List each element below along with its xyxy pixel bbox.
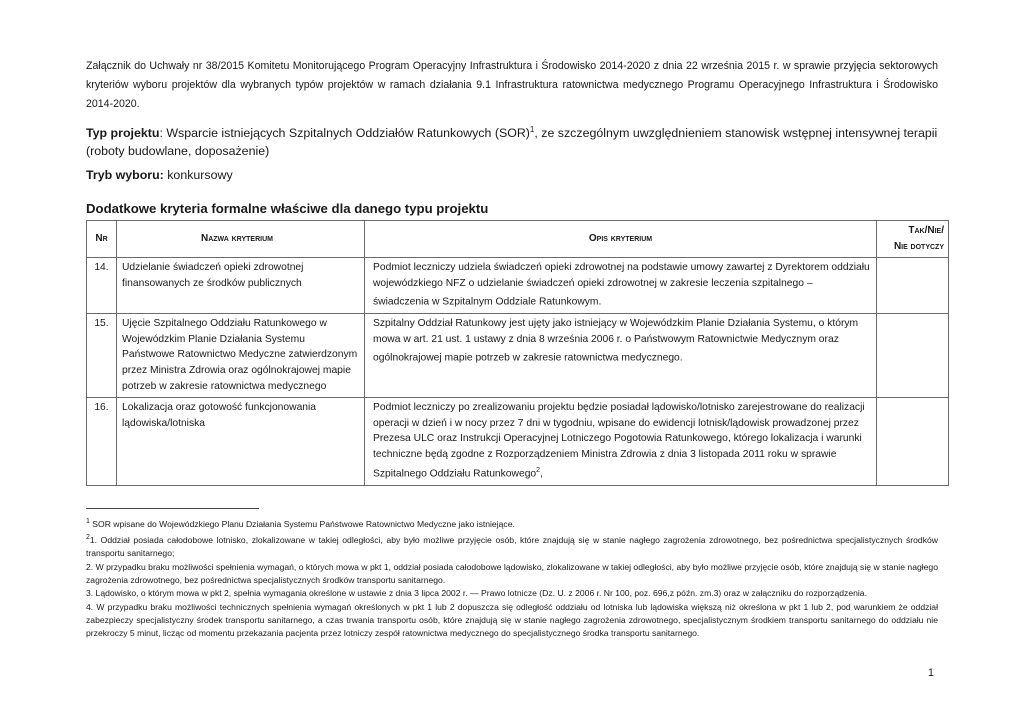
table-header-row (87, 221, 949, 258)
row-criterion-name: Lokalizacja oraz gotowość funkcjonowania lądowiska/lotniska (117, 398, 365, 485)
table-row (87, 258, 949, 314)
footnote-1-text: SOR wpisane do Wojewódzkiego Planu Działania Systemu Państwowe Ratownictwo Medyczne jako istniejące. (89, 518, 515, 529)
header-desc: Opis kryterium (365, 221, 877, 258)
row-nr: 15. (87, 314, 117, 398)
row-desc-tail: , (540, 467, 543, 479)
row-criterion-desc (365, 398, 877, 485)
header-name: Nazwa kryterium (117, 221, 365, 258)
row-criterion-name: Udzielanie świadczeń opieki zdrowotnej finansowanych ze środków publicznych (117, 258, 365, 314)
footnote-ref-2[interactable]: 2 (536, 466, 541, 474)
footnote-2-mark: 2 (86, 534, 90, 542)
footnotes (86, 515, 938, 640)
row-desc-text: Podmiot leczniczy udziela świadczeń opieki zdrowotnej na podstawie umowy zawartej z Dyrektorem oddziału wojewódzkiego NFZ o udzielanie świadczeń opieki zdrowotnej w zakresie leczenia szpitalnego – świadczenia w Szpitalnym Oddziale Ratunkowym. (373, 262, 870, 308)
selection-mode (86, 166, 233, 184)
row-criterion-desc (365, 258, 877, 314)
row-nr: 16. (87, 398, 117, 485)
footnote-1-mark: 1 (86, 518, 90, 525)
project-type-label: Typ projektu (86, 126, 160, 140)
resolution-intro: Załącznik do Uchwały nr 38/2015 Komitetu Monitorującego Program Operacyjny Infrastruktura i Środowisko 2014-2020 z dnia 22 września 2015 r. w sprawie przyjęcia sektorowych kryteriów wyboru projektów dla wybranych typów projektów w ramach działania 9.1 Infrastruktura ratownictwa medycznego Programu Operacyjnego Infrastruktura i Środowisko 2014-2020. (86, 60, 938, 110)
selection-mode-label: Tryb wyboru: (86, 168, 164, 182)
section-heading: Dodatkowe kryteria formalne właściwe dla danego typu projektu (86, 201, 489, 216)
header-nr: Nr (87, 221, 117, 258)
header-tak-line2: Nie dotyczy (893, 241, 944, 252)
row-tak-cell[interactable] (877, 398, 949, 485)
footnote-2-point-3: 3. Lądowisko, o którym mowa w pkt 2, spełnia wymagania określone w ustawie z dnia 3 lipca 2002 r. — Prawo lotnicze (Dz. U. z 2006 r. Nr 100, poz. 696,z późn. zm.3) oraz w załączniku do rozporządzenia. (86, 588, 867, 599)
header-tak-line1: Tak/Nie/ (908, 225, 944, 236)
row-desc-text: Szpitalny Oddział Ratunkowy jest ujęty jako istniejący w Wojewódzkim Planie Działania Systemu, o którym mowa w art. 21 ust. 1 ustawy z dnia 8 września 2006 r. o Państwowym Ratownictwie Medycznym oraz ogólnokrajowej mapie potrzeb w zakresie ratownictwa medycznego. (373, 318, 859, 364)
footnote-1 (86, 515, 938, 531)
criteria-table (86, 220, 949, 486)
selection-mode-value: konkursowy (163, 168, 233, 182)
footnote-2 (86, 531, 938, 560)
page-number: 1 (928, 667, 934, 679)
row-criterion-desc (365, 314, 877, 398)
project-type-text-cont: , ze szczególnym uwzględnieniem stanowisk wstępnej intensywnej terapii (roboty budowlane, doposażenie) (86, 126, 938, 158)
project-type (86, 124, 948, 160)
row-desc-text: Podmiot leczniczy po zrealizowaniu projektu będzie posiadał lądowisko/lotnisko zarejestrowane do realizacji operacji w dzień i w nocy przez 7 dni w tygodniu, wpisane do ewidencji lotnisk/lądowisk prowadzonej przez Prezesa ULC oraz Instrukcji Operacyjnej Lotniczego Pogotowia Ratunkowego, którego lokalizacja i warunki techniczne będą zgodne z Rozporządzeniem Ministra Zdrowia z dnia 3 listopada 2011 roku w sprawie Szpitalnego Oddziału Ratunkowego (373, 402, 865, 479)
table-row (87, 314, 949, 398)
footnote-ref-1[interactable]: 1 (529, 124, 535, 134)
footnote-separator (86, 508, 259, 509)
footnote-2-text: 1. Oddział posiada całodobowe lotnisko, zlokalizowane w takiej odległości, aby było możliwe przyjęcie osób, które znajdują się w stanie nagłego zagrożenia zdrowotnego, bez pośrednictwa specjalistycznych środków transportu sanitarnego; (86, 535, 938, 559)
table-row (87, 398, 949, 485)
row-criterion-name: Ujęcie Szpitalnego Oddziału Ratunkowego w Wojewódzkim Planie Działania Systemu Państwowe Ratownictwo Medyczne zatwierdzonym przez Ministra Zdrowia oraz ogólnokrajowej mapie potrzeb w zakresie ratownictwa medycznego (117, 314, 365, 398)
project-type-text: : Wsparcie istniejących Szpitalnych Oddziałów Ratunkowych (SOR) (159, 126, 530, 140)
header-tak (877, 221, 949, 258)
row-tak-cell[interactable] (877, 258, 949, 314)
footnote-2-point-4: 4. W przypadku braku możliwości technicznych spełnienia wymagań określonych w pkt 1 lub 2 dopuszcza się odległość oddziału od lotniska lub lądowiska większą niż określona w pkt 1 lub 2, pod warunkiem że oddział zabezpieczy specjalistyczny środek transportu sanitarnego, a czas trwania transportu osób, które znajdują się w stanie nagłego zagrożenia zdrowotnego, specjalistycznym środkiem transportu sanitarnego do oddziału nie przekroczy 5 minut, licząc od momentu przekazania pacjenta przez lotniczy zespół ratownictwa medycznego do specjalistycznego środka transportu sanitarnego. (86, 601, 938, 639)
row-nr: 14. (87, 258, 117, 314)
footnote-2-point-2: 2. W przypadku braku możliwości spełnienia wymagań, o których mowa w pkt 1, oddział posiada całodobowe lądowisko, zlokalizowane w takiej odległości, aby było możliwe przyjęcie osób, które znajdują się w stanie nagłego zagrożenia zdrowotnego, bez pośrednictwa specjalistycznych środków transportu sanitarnego. (86, 561, 938, 585)
row-tak-cell[interactable] (877, 314, 949, 398)
